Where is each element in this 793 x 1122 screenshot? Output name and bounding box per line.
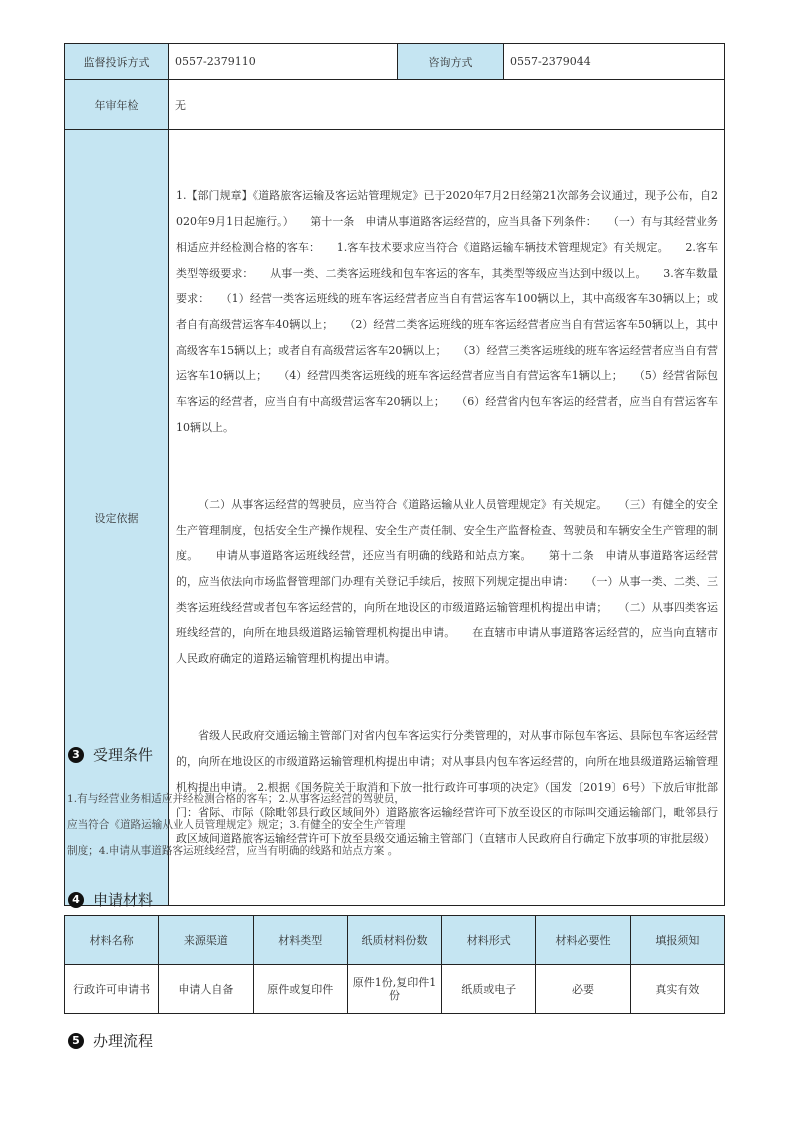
materials-cell: 原件或复印件 bbox=[253, 965, 347, 1014]
materials-cell: 行政许可申请书 bbox=[65, 965, 159, 1014]
table-row bbox=[65, 965, 725, 1014]
section-4-title: 申请材料 bbox=[93, 891, 154, 909]
materials-header: 填报须知 bbox=[630, 916, 724, 965]
basis-paragraph-1: 1.【部门规章】《道路旅客运输及客运站管理规定》已于2020年7月2日经第21次部务会议通过，现予公布，自2020年9月1日起施行。） 第十一条 申请从事道路客运经营的，应当具备下列条件： （一）有与其经营业务相适应并经检测合格的客车： 1.客车技术要求应当符合《道路运输车辆技术管理规定》有关规定。 2.客车类型等级要求： 从事一类、二类客运班线和包车客运的客车，其类型等级应当达到中级以上。 3.客车数量要求： （1）经营一类客运班线的班车客运经营者应当自有营运客车100辆以上，其中高级客车30辆以上；或者自有高级营运客车40辆以上； （2）经营二类客运班线的班车客运经营者应当自有营运客车50辆以上，其中高级客车15辆以上；或者自有高级营运客车20辆以上； （3）经营三类客运班线的班车客运经营者应当自有营运客车10辆以上； （4）经营四类客运班线的班车客运经营者应当自有营运客车1辆以上； （5）经营省际包车客运的经营者，应当自有中高级营运客车20辆以上； （6）经营省内包车客运的经营者，应当自有营运客车10辆以上。 bbox=[176, 189, 718, 434]
acceptance-conditions bbox=[67, 786, 467, 864]
section-5-heading bbox=[68, 1030, 153, 1051]
basis-paragraph-2: （二）从事客运经营的驾驶员，应当符合《道路运输从业人员管理规定》有关规定。 （三）有健全的安全生产管理制度，包括安全生产操作规程、安全生产责任制、安全生产监督检查、驾驶员和车辆安全生产管理的制度。 申请从事道路客运班线经营，还应当有明确的线路和站点方案。 第十二条 申请从事道路客运经营的，应当依法向市场监督管理部门办理有关登记手续后，按照下列规定提出申请： （一）从事一类、二类、三类客运班线经营或者包车客运经营的，向所在地设区的市级道路运输管理机构提出申请； （二）从事四类客运班线经营的，向所在地县级道路运输管理机构提出申请。 在直辖市申请从事道路客运经营的，应当向直辖市人民政府确定的道路运输管理机构提出申请。 bbox=[176, 497, 718, 666]
basis-paragraph-3: 省级人民政府交通运输主管部门对省内包车客运实行分类管理的，对从事市际包车客运、县际包车客运经营的，向所在地设区的市级道路运输管理机构提出申请；对从事县内包车客运经营的，向所在地县级道路运输管理机构提出申请。 2.根据《国务院关于取消和下放一批行政许可事项的决定》（国发〔2019〕6号）下放后审批部门：省际、市际（除毗邻县行政区域间外）道路旅客运输经营许可下放至设区的市际叫交通运输部门，毗邻县行政区域间道路旅客运输经营许可下放至县级交通运输主管部门（直辖市人民政府自行确定下放事项的审批层级） bbox=[176, 729, 718, 845]
materials-cell: 真实有效 bbox=[630, 965, 724, 1014]
acceptance-line-2: 应当符合《道路运输从业人员管理规定》规定；3.有健全的安全生产管理 bbox=[67, 819, 406, 831]
section-3-title: 受理条件 bbox=[93, 746, 154, 764]
materials-cell: 必要 bbox=[536, 965, 630, 1014]
section-3-heading bbox=[68, 744, 153, 765]
materials-header: 材料形式 bbox=[442, 916, 536, 965]
acceptance-line-3: 制度；4.申请从事道路客运班线经营，应当有明确的线路和站点方案 。 bbox=[67, 845, 399, 857]
consult-value: 0557-2379044 bbox=[504, 44, 725, 80]
materials-header: 来源渠道 bbox=[159, 916, 253, 965]
section-5-title: 办理流程 bbox=[93, 1032, 154, 1050]
section-4-heading bbox=[68, 889, 153, 910]
supervise-label: 监督投诉方式 bbox=[65, 44, 169, 80]
materials-header: 材料类型 bbox=[253, 916, 347, 965]
info-table bbox=[64, 43, 725, 906]
materials-header: 材料名称 bbox=[65, 916, 159, 965]
annual-label: 年审年检 bbox=[65, 80, 169, 130]
section-3-number-icon: 3 bbox=[68, 747, 84, 763]
materials-cell: 纸质或电子 bbox=[442, 965, 536, 1014]
section-5-number-icon: 5 bbox=[68, 1033, 84, 1049]
materials-header: 材料必要性 bbox=[536, 916, 630, 965]
section-4-number-icon: 4 bbox=[68, 892, 84, 908]
annual-value: 无 bbox=[169, 80, 725, 130]
materials-header-row bbox=[65, 916, 725, 965]
acceptance-line-1: 1.有与经营业务相适应并经检测合格的客车；2.从事客运经营的驾驶员， bbox=[67, 793, 406, 805]
materials-cell: 原件1份,复印件1份 bbox=[347, 965, 441, 1014]
materials-header: 纸质材料份数 bbox=[347, 916, 441, 965]
materials-table bbox=[64, 915, 725, 1014]
materials-cell: 申请人自备 bbox=[159, 965, 253, 1014]
basis-label: 设定依据 bbox=[65, 130, 169, 906]
supervise-value: 0557-2379110 bbox=[169, 44, 398, 80]
consult-label: 咨询方式 bbox=[398, 44, 504, 80]
